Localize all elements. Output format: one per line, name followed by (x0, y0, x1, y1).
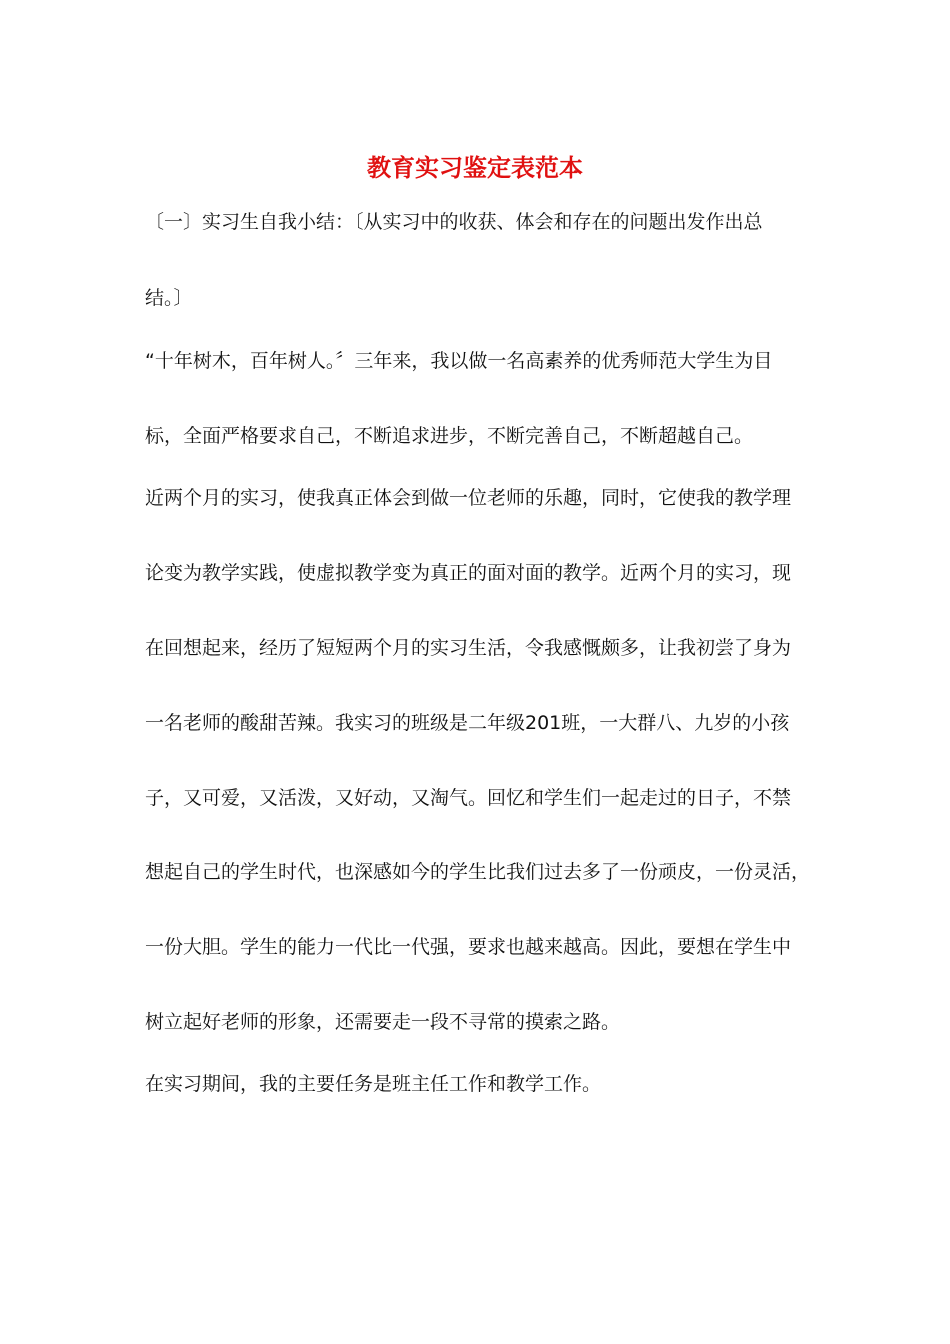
text-line: 树立起好老师的形象，还需要走一段不寻常的摸索之路。 (145, 1011, 621, 1033)
document-title: 教育实习鉴定表范本 (367, 153, 583, 182)
text-line: 一份大胆。学生的能力一代比一代强，要求也越来越高。因此，要想在学生中 (145, 936, 792, 958)
text-line: 论变为教学实践，使虚拟教学变为真正的面对面的教学。近两个月的实习，现 (145, 562, 792, 584)
text-line: 在实习期间，我的主要任务是班主任工作和教学工作。 (145, 1073, 602, 1095)
text-line: “十年树木，百年树人。〞三年来，我以做一名高素养的优秀师范大学生为目 (145, 350, 773, 372)
text-line: 近两个月的实习，使我真正体会到做一位老师的乐趣，同时，它使我的教学理 (145, 487, 792, 509)
text-line: 结。〕 (145, 287, 193, 309)
text-line: 标，全面严格要求自己，不断追求进步，不断完善自己，不断超越自己。 (145, 425, 754, 447)
text-line: 一名老师的酸甜苦辣。我实习的班级是二年级201班，一大群八、九岁的小孩 (145, 712, 790, 734)
text-line: 想起自己的学生时代，也深感如今的学生比我们过去多了一份顽皮，一份灵活， (145, 861, 811, 883)
text-line: 在回想起来，经历了短短两个月的实习生活，令我感慨颇多，让我初尝了身为 (145, 637, 792, 659)
text-line: 〔一〕实习生自我小结：〔从实习中的收获、体会和存在的问题出发作出总 (145, 211, 763, 233)
text-line: 子，又可爱，又活泼，又好动，又淘气。回忆和学生们一起走过的日子，不禁 (145, 787, 792, 809)
